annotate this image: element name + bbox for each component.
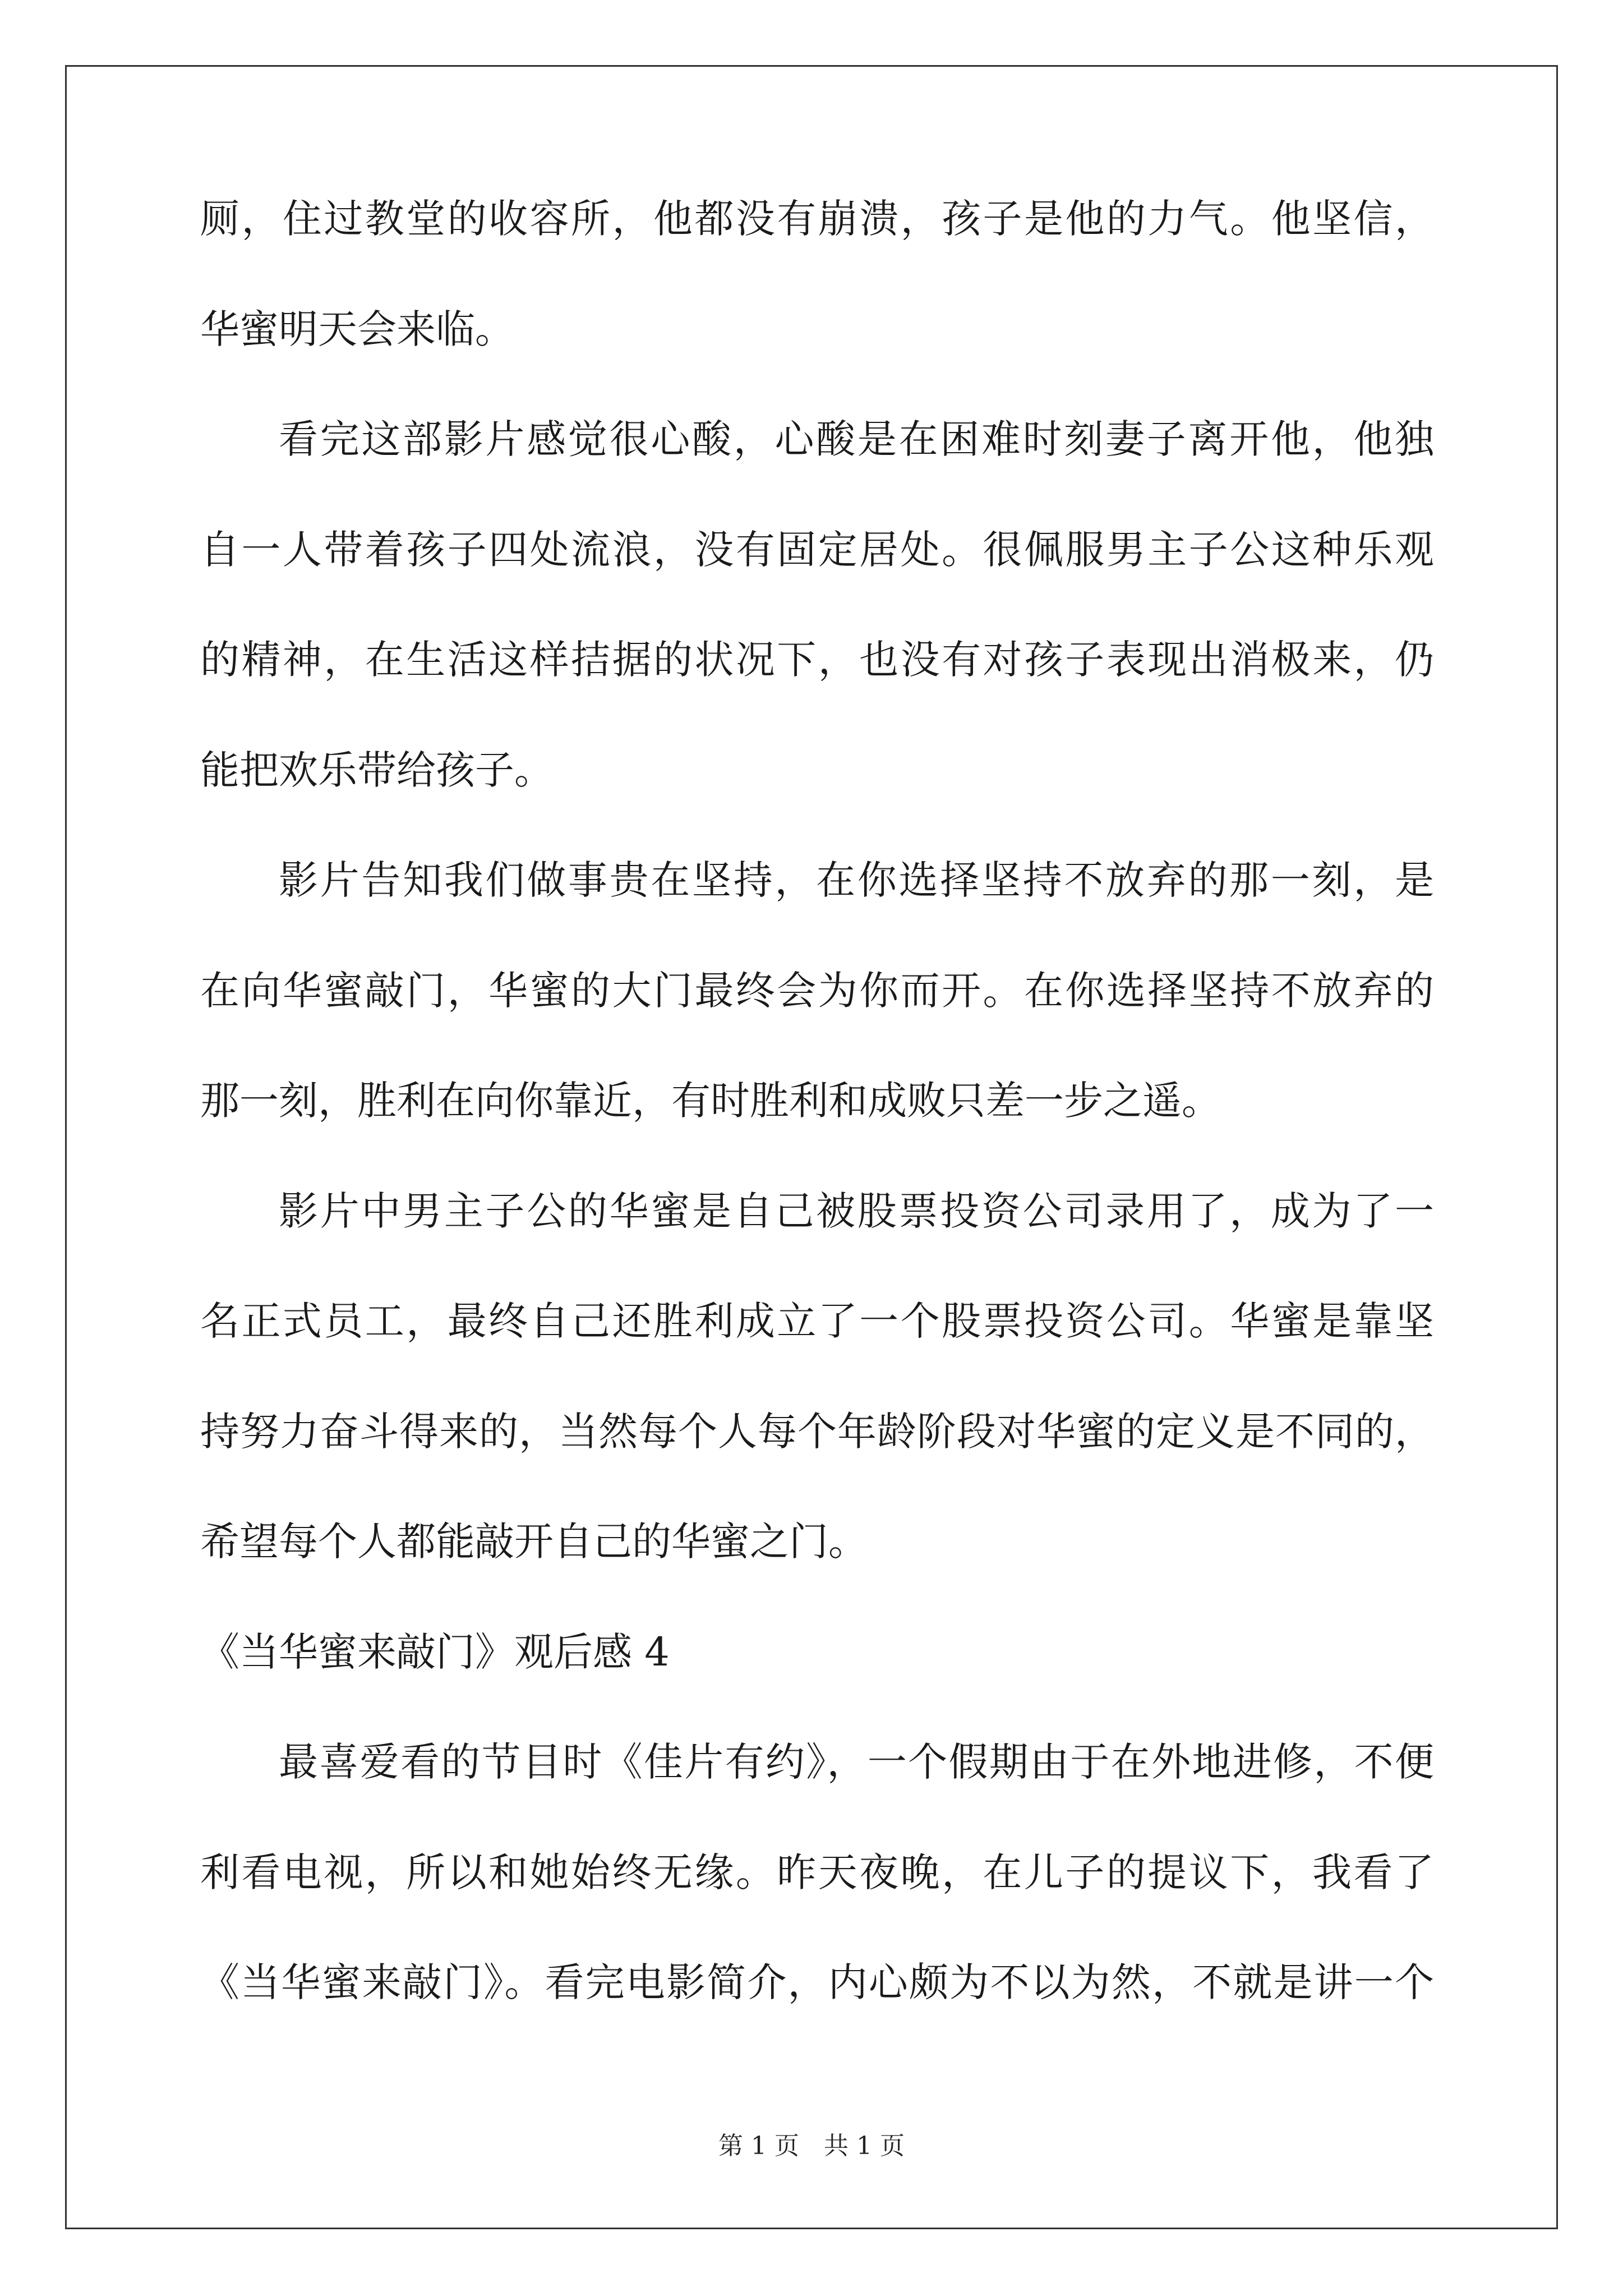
text-line-10: 影片中男主子公的华蜜是自己被股票投资公司录用了，成为了一	[279, 1188, 1434, 1234]
text-line-11: 名正式员工，最终自己还胜利成立了一个股票投资公司。华蜜是靠坚	[200, 1298, 1434, 1344]
section-heading: 《当华蜜来敲门》观后感 4	[200, 1629, 670, 1675]
text-line-3: 看完这部影片感觉很心酸，心酸是在困难时刻妻子离开他，他独	[279, 416, 1434, 462]
text-line-17: 《当华蜜来敲门》。看完电影简介，内心颇为不以为然，不就是讲一个	[200, 1959, 1434, 2005]
text-line-7: 影片告知我们做事贵在坚持，在你选择坚持不放弃的那一刻，是	[279, 857, 1434, 903]
text-line-2: 华蜜明天会来临。	[200, 306, 514, 352]
text-line-9: 那一刻，胜利在向你靠近，有时胜利和成败只差一步之遥。	[200, 1078, 1221, 1124]
text-line-12: 持努力奋斗得来的，当然每个人每个年龄阶段对华蜜的定义是不同的，	[200, 1409, 1434, 1455]
page-border	[65, 65, 1558, 2229]
text-line-5: 的精神，在生活这样拮据的状况下，也没有对孩子表现出消极来，仍	[200, 637, 1434, 683]
page-footer: 第 1 页 共 1 页	[718, 2132, 905, 2160]
text-line-15: 最喜爱看的节目时《佳片有约》，一个假期由于在外地进修，不便	[279, 1739, 1434, 1785]
text-line-16: 利看电视，所以和她始终无缘。昨天夜晚，在儿子的提议下，我看了	[200, 1849, 1434, 1895]
text-line-6: 能把欢乐带给孩子。	[200, 747, 554, 793]
text-line-4: 自一人带着孩子四处流浪，没有固定居处。很佩服男主子公这种乐观	[200, 527, 1434, 573]
text-line-8: 在向华蜜敲门，华蜜的大门最终会为你而开。在你选择坚持不放弃的	[200, 968, 1434, 1014]
text-line-13: 希望每个人都能敲开自己的华蜜之门。	[200, 1519, 868, 1565]
text-line-1: 厕，住过教堂的收容所，他都没有崩溃，孩子是他的力气。他坚信，	[200, 196, 1434, 242]
